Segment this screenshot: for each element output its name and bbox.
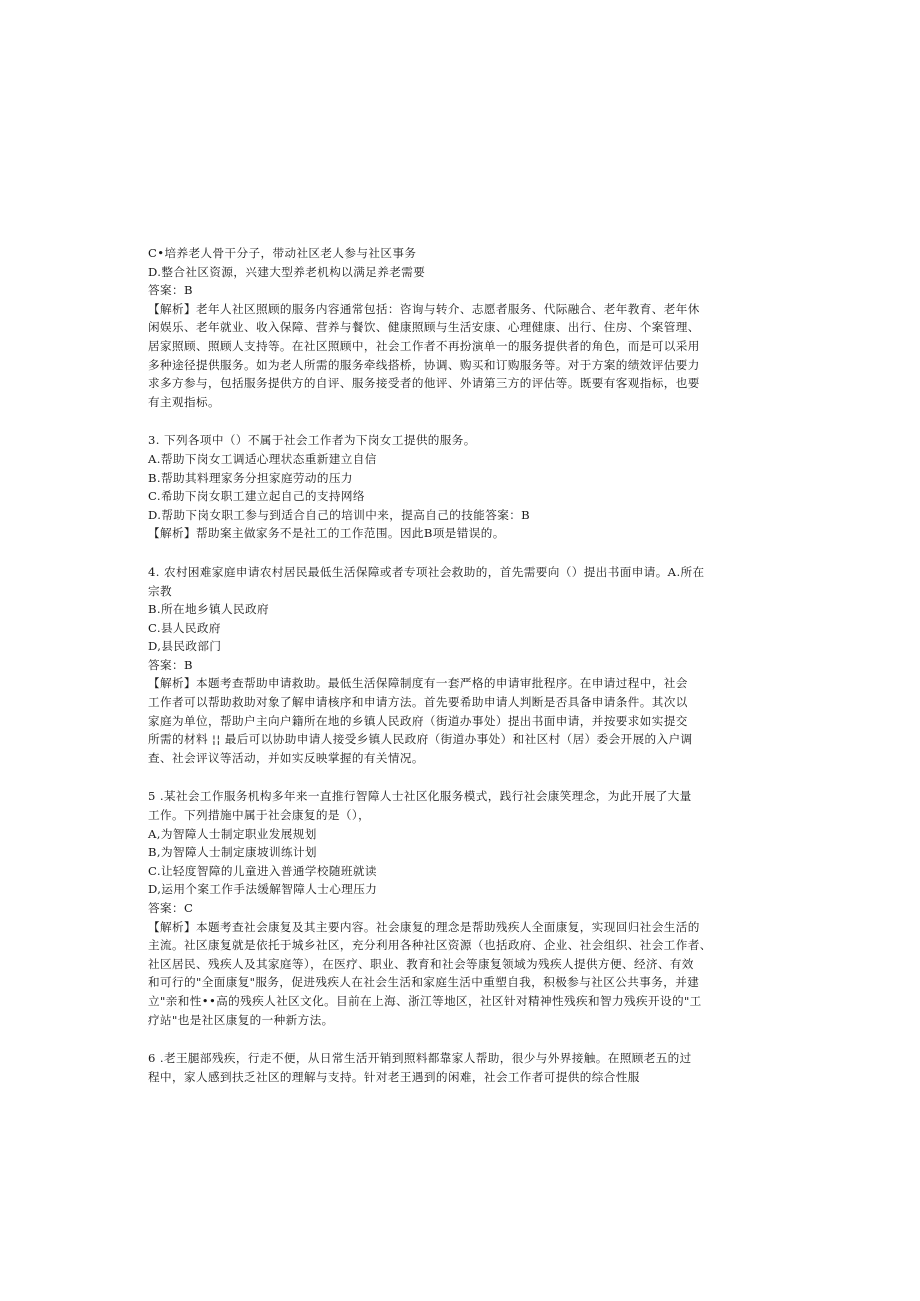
analysis-line: 【解析】老年人社区照顾的服务内容通常包括：咨询与转介、志愿者服务、代际融合、老年教育、老年休	[148, 301, 700, 316]
analysis-line: 查、社会评议等活动，并如实反映掌握的有关情况。	[148, 750, 424, 765]
option-b: B,为智障人士制定康坡训练计划	[148, 845, 317, 860]
analysis-line: 疗站"也是社区康复的一种新方法。	[148, 1012, 334, 1027]
option-b: B.帮助其料理家务分担家庭劳动的压力	[148, 470, 353, 485]
option-c: C•培养老人骨干分子，带动社区老人参与社区事务	[148, 246, 417, 260]
option-a: A.帮助下岗女工调适心理状态重新建立自信	[148, 451, 377, 466]
question-6-stem: 6 .老王腿部残疾，行走不便，从日常生活开销到照料都靠家人帮助，很少与外界接触。在照顾老五的过	[148, 1051, 692, 1066]
spacer	[148, 1029, 728, 1049]
analysis-line: 求多方参与，包括服务提供方的自评、服务接受者的他评、外请第三方的评估等。既要有客观指标，也要	[148, 376, 700, 391]
document-content	[148, 244, 728, 1086]
question-3-stem: 3. 下列各项中（）不属于社会工作者为下岗女工提供的服务。	[148, 433, 476, 448]
analysis-line: 多种途径提供服务。如为老人所需的服务牵线搭桥，协调、购买和订购服务等。对于方案的绩效评估要力	[148, 357, 700, 372]
analysis-line: 【解析】帮助案主做家务不是社工的工作范围。因此B项是错误的。	[148, 526, 505, 541]
option-d: D.整合社区资源，兴建大型养老机构以满足养老需要	[148, 264, 426, 279]
analysis-line: 工作者可以帮助救助对象了解申请核序和申请方法。首先要希助申请人判断是否具备申请条件。其次以	[148, 695, 688, 710]
spacer	[148, 767, 728, 787]
option-c: C.让轻度智障的儿童进入普通学校随班就读	[148, 863, 377, 878]
analysis-line: 社区居民、残疾人及其家庭等），在医疗、职业、教育和社会等康复领域为残疾人提供方便、经济、有效	[148, 956, 694, 971]
answer: 答案：C	[148, 901, 194, 915]
option-b: B.所在地乡镇人民政府	[148, 602, 269, 617]
analysis-line: 有主观指标。	[148, 394, 220, 409]
analysis-line: 【解析】本题考查社会康复及其主要内容。社会康复的理念是帮助残疾人全面康复，实现回归社会生活的	[148, 919, 700, 934]
analysis-line: 居家照顾、照顾人支持等。在社区照顾中，社会工作者不再扮演单一的服务提供者的角色，而是可以采用	[148, 338, 700, 353]
analysis-line: 闲娱乐、老年就业、收入保障、营养与餐饮、健康照顾与生活安康、心理健康、出行、住房、个案管理、	[148, 320, 700, 335]
analysis-line: 所需的材料 ¦¦ 最后可以协助申请人接受乡镇人民政府（街道办事处）和社区村（居）委会开展的入户调	[148, 732, 693, 747]
question-4-stem-cont: 宗教	[148, 583, 172, 598]
analysis-line: 立"亲和性••高的残疾人社区文化。目前在上海、浙江等地区，社区针对精神性残疾和智力残疾开设的"工	[148, 993, 702, 1008]
option-c: C.希助下岗女职工建立起自己的支持网络	[148, 489, 365, 504]
option-d: D,县民政部门	[148, 639, 222, 654]
spacer	[148, 411, 728, 431]
option-d: D.帮助下岗女职工参与到适合自己的培训中来，提高自己的技能答案：B	[148, 507, 531, 522]
question-5-stem-cont: 工作。下列措施中属于社会康复的是（），	[148, 808, 371, 823]
question-6-stem-cont: 程中，家人感到扶乏社区的理解与支持。针对老王遇到的闲难，社会工作者可提供的综合性服	[148, 1069, 640, 1084]
option-d: D,运用个案工作手法缓解智障人士心理压力	[148, 882, 378, 897]
analysis-line: 家庭为单位，帮助户主向户籍所在地的乡镇人民政府（街道办事处）提出书面申请，并按要求如实提交	[148, 713, 688, 728]
answer: 答案：B	[148, 657, 193, 672]
answer: 答案：B	[148, 283, 193, 298]
option-a: A,为智障人士制定职业发展规划	[148, 826, 317, 841]
option-c: C.县人民政府	[148, 620, 221, 635]
analysis-line: 主流。社区康复就是依托于城乡社区，充分利用各种社区资源（也括政府、企业、社会组织、社会工作者、	[148, 938, 712, 953]
analysis-line: 和可行的"全面康复"服务，促进残疾人在社会生活和家庭生活中重塑自我，积极参与社区公共事务，并建	[148, 975, 700, 990]
question-4-stem: 4. 农村困难家庭申请农村居民最低生活保障或者专项社会救助的，首先需要向（）提出书面申请。A.所在	[148, 564, 705, 579]
question-5-stem: 5 .某社会工作服务机构多年来一直推行智障人士社区化服务模式，践行社会康笑理念，为此开展了大量	[148, 789, 692, 804]
analysis-line: 【解析】本题考查帮助申请救助。最低生活保障制度有一套严格的申请审批程序。在申请过程中，社会	[148, 676, 688, 691]
spacer	[148, 543, 728, 563]
